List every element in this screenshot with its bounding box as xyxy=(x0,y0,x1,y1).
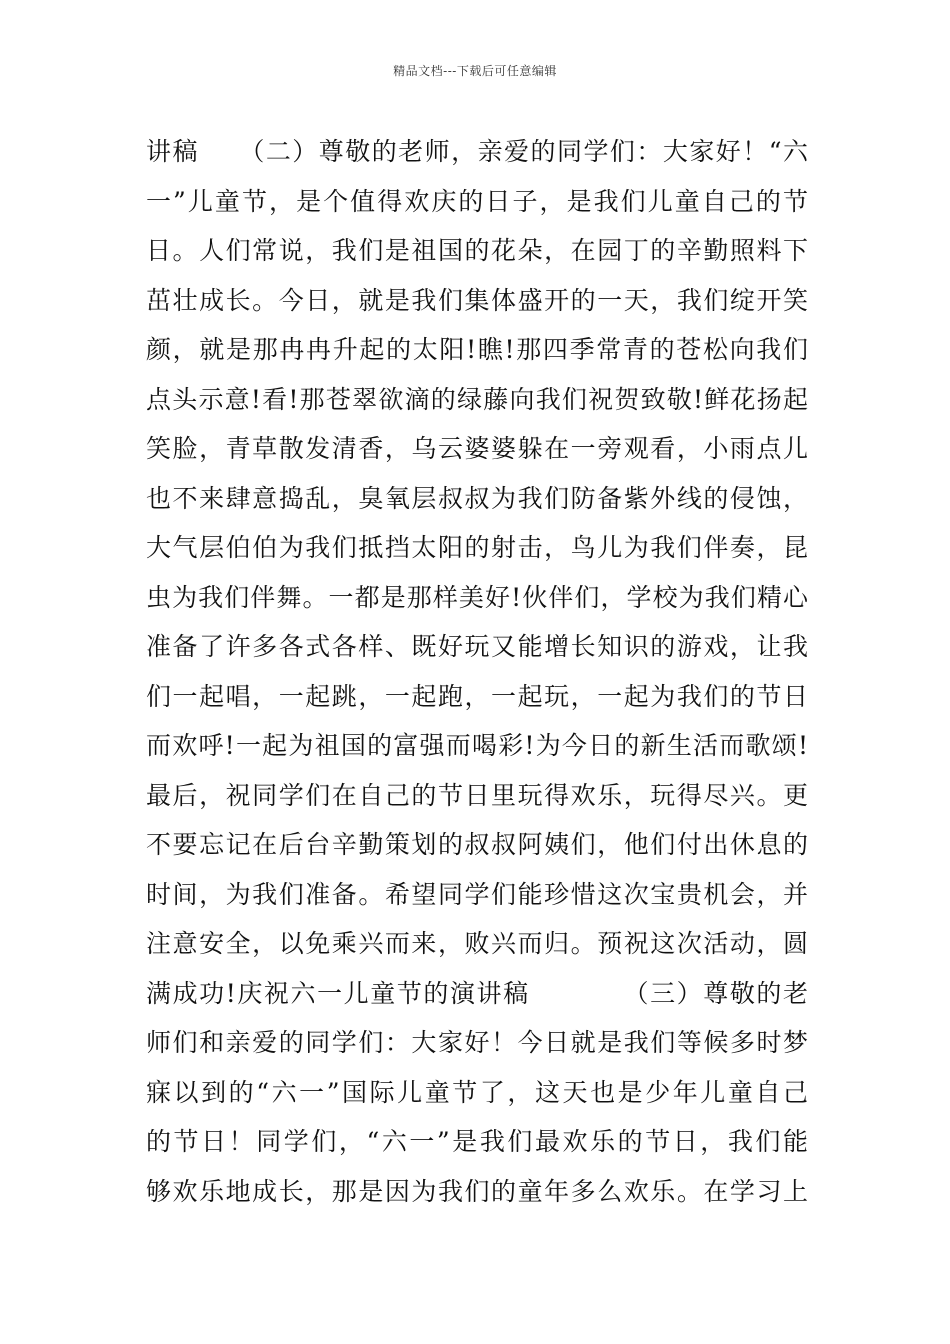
body-line: 时间，为我们准备。希望同学们能珍惜这次宝贵机会，并 xyxy=(146,879,808,909)
body-line: 点头示意!看!那苍翠欲滴的绿藤向我们祝贺致敬!鲜花扬起 xyxy=(146,384,808,414)
body-line: 满成功!庆祝六一儿童节的演讲稿 （三）尊敬的老 xyxy=(146,978,808,1008)
body-line: 也不来肆意捣乱，臭氧层叔叔为我们防备紫外线的侵蚀， xyxy=(146,483,808,513)
body-line: 寐以到的“六一”国际儿童节了，这天也是少年儿童自己 xyxy=(146,1077,808,1107)
body-line: 日。人们常说，我们是祖国的花朵，在园丁的辛勤照料下 xyxy=(146,236,808,265)
body-line: 虫为我们伴舞。一都是那样美好!伙伴们，学校为我们精心 xyxy=(146,582,808,612)
body-line: 而欢呼!一起为祖国的富强而喝彩!为今日的新生活而歌颂! xyxy=(146,731,808,760)
body-line: 师们和亲爱的同学们：大家好！今日就是我们等候多时梦 xyxy=(146,1028,808,1057)
body-line: 大气层伯伯为我们抵挡太阳的射击，鸟儿为我们伴奏，昆 xyxy=(146,533,808,562)
body-line: 的节日！同学们，“六一”是我们最欢乐的节日，我们能 xyxy=(146,1127,808,1156)
body-line: 注意安全，以免乘兴而来，败兴而归。预祝这次活动，圆 xyxy=(146,929,808,958)
body-line: 颜，就是那冉冉升起的太阳!瞧!那四季常青的苍松向我们 xyxy=(146,335,808,364)
body-line: 最后，祝同学们在自己的节日里玩得欢乐，玩得尽兴。更 xyxy=(146,780,808,810)
body-line: 茁壮成长。今日，就是我们集体盛开的一天，我们绽开笑 xyxy=(146,285,808,315)
body-line: 笑脸，青草散发清香，乌云婆婆躲在一旁观看，小雨点儿 xyxy=(146,434,808,463)
body-line: 准备了许多各式各样、既好玩又能增长知识的游戏，让我 xyxy=(146,632,808,661)
body-line: 一”儿童节，是个值得欢庆的日子，是我们儿童自己的节 xyxy=(146,186,808,216)
body-line: 们一起唱，一起跳，一起跑，一起玩，一起为我们的节日 xyxy=(146,681,808,711)
body-line: 讲稿 （二）尊敬的老师，亲爱的同学们：大家好！“六 xyxy=(146,137,808,166)
page-header: 精品文档---下载后可任意编辑 xyxy=(393,64,557,78)
document-body xyxy=(146,127,808,1216)
body-line: 不要忘记在后台辛勤策划的叔叔阿姨们，他们付出休息的 xyxy=(146,830,808,859)
body-line: 够欢乐地成长，那是因为我们的童年多么欢乐。在学习上 xyxy=(146,1176,808,1206)
